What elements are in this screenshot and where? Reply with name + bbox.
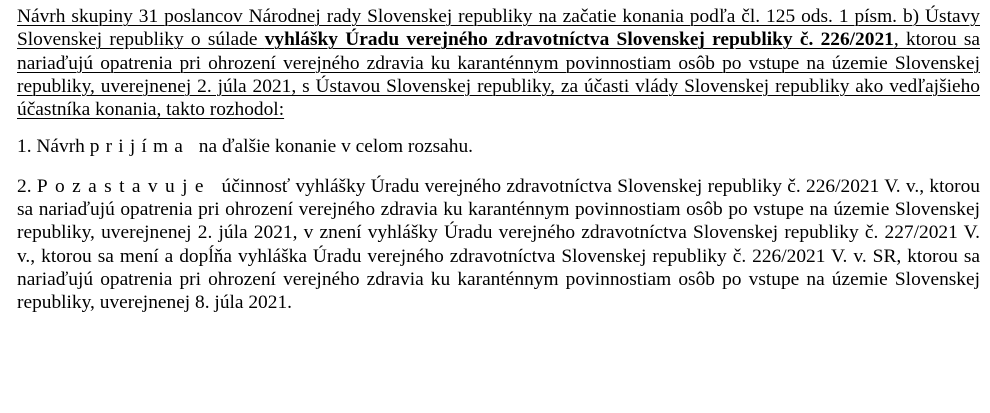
item1-prefix: 1. Návrh — [17, 136, 90, 158]
item2-rest: účinnosť vyhlášky Úradu verejného zdravotníctva Slovenskej republiky č. 226/2021 V. v., ktorou sa nariaďujú opatrenia pri ohrození verejného zdravia ku karanténnym povinnostiam osôb po vstupe na územie Slovenskej republiky, uverejnenej 2. júla 2021, v znení vyhlášky Úradu verejného zdravotníctva Slovenskej republiky č. 227/2021 V. v., ktorou sa mení a dopĺňa vyhláška Úradu verejného zdravotníctva Slovenskej republiky č. 226/2021 V. v. SR, ktorou sa nariaďujú opatrenia pri ohrození verejného zdravia ku karanténnym povinnostiam osôb po vstupe na územie Slovenskej republiky, uverejnenej 8. júla 2021. — [17, 175, 985, 314]
intro-bold-regulation: vyhlášky Úradu verejného zdravotníctva Slovenskej republiky č. 226/2021 — [264, 29, 894, 51]
item2-spaced-verb: Pozastavuje — [36, 175, 211, 197]
ruling-item-2 — [17, 175, 985, 315]
intro-text-start: Návrh skupiny 31 poslancov Národnej rady Slovenskej republiky na začatie konania podľa čl. 125 ods. 1 písm. b) Ústavy Slovenskej republiky o súlade — [17, 6, 980, 51]
item1-rest: na ďalšie konanie v celom rozsahu. — [189, 136, 474, 158]
item1-spaced-verb: prijíma — [89, 136, 190, 158]
intro-text-end: , ktorou sa nariaďujú opatrenia pri ohrození verejného zdravia ku karanténnym povinnostiam osôb po vstupe na územie Slovenskej republiky, uverejnenej 2. júla 2021, s Ústavou Slovenskej republiky, za účasti vlády Slovenskej republiky ako vedľajšieho účastníka konania, takto rozhodol: — [17, 29, 980, 121]
ruling-item-1 — [17, 135, 980, 158]
item2-prefix: 2. — [17, 175, 37, 197]
court-decision-document — [17, 0, 985, 315]
decision-intro — [17, 0, 980, 121]
